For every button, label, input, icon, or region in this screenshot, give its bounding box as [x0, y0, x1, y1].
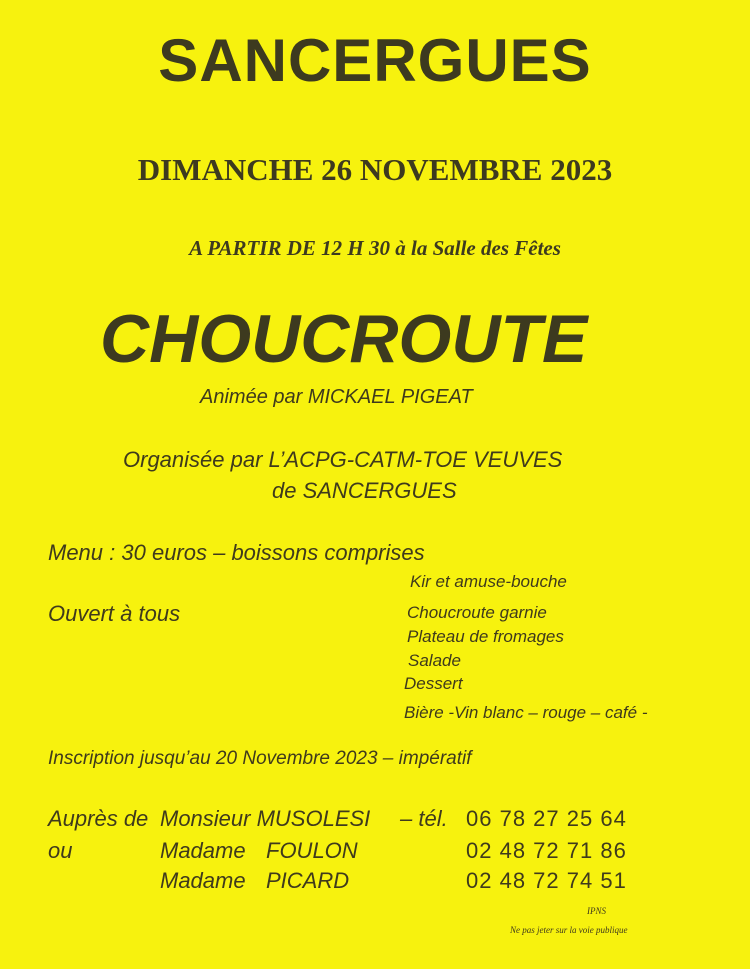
event-host: Animée par MICKAEL PIGEAT	[200, 386, 473, 408]
contact-separator: – tél.	[400, 806, 448, 831]
menu-item: Plateau de fromages	[407, 627, 564, 646]
town-title: SANCERGUES	[158, 27, 592, 94]
contact-prefix: Auprès de	[48, 806, 149, 831]
menu-item: Salade	[408, 651, 461, 670]
contact-phone: 02 48 72 74 51	[466, 868, 627, 893]
event-date: DIMANCHE 26 NOVEMBRE 2023	[137, 152, 613, 187]
contact-title: Madame	[160, 838, 246, 863]
menu-item: Bière -Vin blanc – rouge – café -	[404, 703, 648, 722]
ipns-label: IPNS	[587, 906, 606, 916]
disposal-notice: Ne pas jeter sur la voie publique	[510, 925, 628, 935]
menu-item: Kir et amuse-bouche	[410, 572, 567, 591]
registration-deadline: Inscription jusqu’au 20 Novembre 2023 – impératif	[48, 748, 472, 769]
menu-price: Menu : 30 euros – boissons comprises	[48, 540, 425, 565]
event-name: CHOUCROUTE	[100, 301, 588, 377]
menu-item: Choucroute garnie	[407, 603, 547, 622]
contact-phone: 06 78 27 25 64	[466, 806, 627, 831]
open-to-all: Ouvert à tous	[48, 601, 181, 626]
event-time-place: A PARTIR DE 12 H 30 à la Salle des Fêtes	[189, 236, 561, 260]
contact-phone: 02 48 72 71 86	[466, 838, 627, 863]
contact-prefix: ou	[48, 838, 73, 863]
organizer-line-2: de SANCERGUES	[272, 478, 457, 503]
menu-item: Dessert	[404, 674, 463, 693]
contact-name: FOULON	[266, 838, 358, 863]
contact-name: Monsieur MUSOLESI	[160, 806, 371, 831]
organizer-line-1: Organisée par L’ACPG-CATM-TOE VEUVES	[123, 447, 563, 472]
contact-title: Madame	[160, 868, 246, 893]
contact-name: PICARD	[266, 868, 350, 893]
